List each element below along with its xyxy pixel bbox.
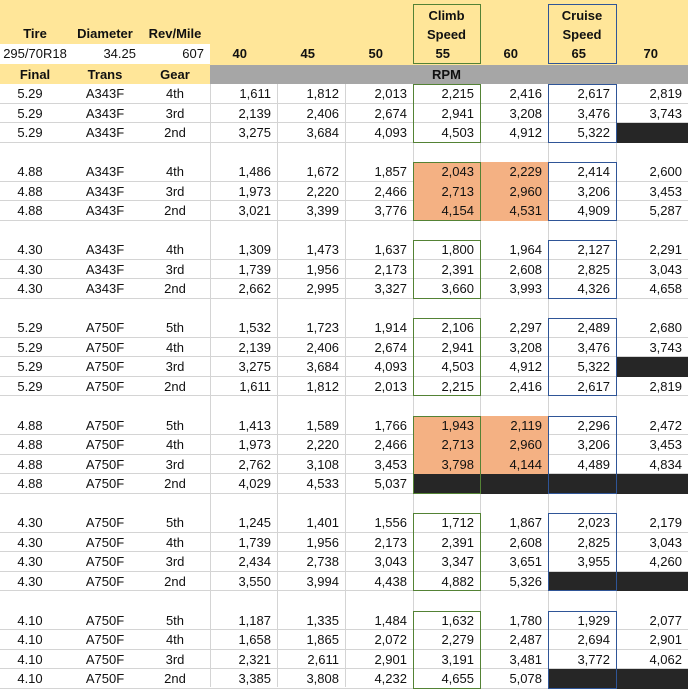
speed-header-70[interactable]: 70 xyxy=(643,46,658,61)
rpm-cell[interactable]: 1,723 xyxy=(306,320,339,335)
gear-cell[interactable]: 2nd xyxy=(164,378,186,394)
gear-cell[interactable]: 5th xyxy=(165,417,185,433)
rpm-cell[interactable]: 2,013 xyxy=(374,378,407,394)
speed-header-55[interactable]: 55 xyxy=(435,46,450,61)
rpm-cell[interactable]: 3,772 xyxy=(577,651,610,667)
rpm-cell[interactable]: 4,093 xyxy=(374,359,407,374)
gear-cell[interactable]: 2nd xyxy=(164,281,186,296)
rpm-cell[interactable]: 2,466 xyxy=(374,183,407,199)
gear-cell[interactable]: 3rd xyxy=(165,359,185,374)
rpm-cell[interactable]: 2,013 xyxy=(374,86,407,101)
rpm-cell[interactable]: 2,713 xyxy=(441,183,474,199)
row-gridline xyxy=(0,532,688,533)
transmission-cell[interactable]: A750F xyxy=(85,456,125,472)
empty-dark-cell xyxy=(616,123,688,143)
rpm-cell[interactable]: 2,617 xyxy=(577,378,610,394)
empty-dark-cell xyxy=(616,474,688,494)
rpm-cell[interactable]: 2,215 xyxy=(441,86,474,101)
row-gridline xyxy=(0,629,688,630)
rpm-cell[interactable]: 2,072 xyxy=(374,632,407,647)
rpm-cell[interactable]: 2,106 xyxy=(441,320,474,335)
rpm-cell[interactable]: 3,481 xyxy=(509,651,542,667)
rpm-cell[interactable]: 2,825 xyxy=(577,534,610,550)
rpm-cell[interactable]: 1,964 xyxy=(509,242,542,257)
rpm-cell[interactable]: 3,743 xyxy=(649,105,682,121)
transmission-cell[interactable]: A343F xyxy=(85,164,125,179)
final-drive-cell[interactable]: 4.30 xyxy=(17,261,43,277)
empty-dark-cell xyxy=(616,572,688,592)
rpm-cell[interactable]: 3,208 xyxy=(509,339,542,355)
rpm-cell[interactable]: 1,611 xyxy=(239,378,271,394)
empty-dark-cell xyxy=(548,474,616,494)
transmission-cell[interactable]: A750F xyxy=(85,534,125,550)
speed-header-50[interactable]: 50 xyxy=(368,46,383,61)
transmission-cell[interactable]: A343F xyxy=(85,281,125,296)
rpm-cell[interactable]: 2,901 xyxy=(649,632,682,647)
rpm-cell[interactable]: 2,291 xyxy=(649,242,682,257)
rpm-cell[interactable]: 1,867 xyxy=(509,515,542,530)
rpm-cell[interactable]: 3,955 xyxy=(577,554,610,569)
tire-value[interactable]: 295/70R18 xyxy=(3,46,67,61)
rpm-cell[interactable]: 2,043 xyxy=(441,164,474,179)
gear-cell[interactable]: 4th xyxy=(165,534,185,550)
row-gridline xyxy=(0,395,688,396)
rpm-cell[interactable]: 3,660 xyxy=(441,281,474,296)
speed-header-65[interactable]: 65 xyxy=(571,46,586,61)
rpm-cell[interactable]: 4,658 xyxy=(649,281,682,296)
diameter-value[interactable]: 34.25 xyxy=(103,46,136,61)
diameter-header[interactable]: Diameter xyxy=(77,26,133,41)
climb-speed-label-1[interactable]: Climb xyxy=(428,8,465,23)
rpm-cell[interactable]: 4,882 xyxy=(441,573,474,589)
final-drive-cell[interactable]: 4.88 xyxy=(17,476,43,491)
rpm-cell[interactable]: 3,776 xyxy=(374,203,407,218)
rpm-cell[interactable]: 5,287 xyxy=(649,203,682,218)
final-drive-cell[interactable]: 4.88 xyxy=(17,164,43,179)
rpm-cell[interactable]: 1,672 xyxy=(306,164,339,179)
rpm-cell[interactable]: 1,865 xyxy=(306,632,339,647)
rpm-cell[interactable]: 2,662 xyxy=(238,281,271,296)
column-gridline xyxy=(548,84,549,687)
rpm-cell[interactable]: 3,798 xyxy=(441,456,474,472)
column-gridline xyxy=(616,84,617,687)
rpm-cell[interactable]: 2,466 xyxy=(374,437,407,452)
rpm-cell[interactable]: 2,220 xyxy=(306,437,339,452)
rpm-cell[interactable]: 2,608 xyxy=(509,261,542,277)
rpm-cell[interactable]: 2,220 xyxy=(306,183,339,199)
climb-speed-label-2[interactable]: Speed xyxy=(426,27,466,42)
rpm-cell[interactable]: 4,062 xyxy=(649,651,682,667)
rpm-cell[interactable]: 3,347 xyxy=(441,554,474,569)
transmission-cell[interactable]: A750F xyxy=(85,632,125,647)
rpm-cell[interactable]: 4,533 xyxy=(306,476,339,491)
row-gridline xyxy=(0,278,688,279)
rpm-cell[interactable]: 2,139 xyxy=(238,105,271,121)
rpm-cell[interactable]: 3,206 xyxy=(577,183,610,199)
rpm-cell[interactable]: 3,994 xyxy=(306,573,339,589)
rpm-cell[interactable]: 3,043 xyxy=(649,534,682,550)
rpm-cell[interactable]: 1,800 xyxy=(441,242,474,257)
rpm-cell[interactable]: 2,229 xyxy=(509,164,542,179)
final-drive-cell[interactable]: 5.29 xyxy=(17,125,43,140)
gear-cell[interactable]: 3rd xyxy=(165,105,185,121)
row-gridline xyxy=(0,122,688,123)
gear-cell[interactable]: 4th xyxy=(165,164,185,179)
column-gridline xyxy=(210,84,211,687)
empty-dark-cell xyxy=(548,669,616,689)
empty-dark-cell xyxy=(413,474,480,494)
rpm-cell[interactable]: 5,322 xyxy=(577,359,610,374)
final-drive-cell[interactable]: 4.10 xyxy=(17,651,43,667)
rpm-cell[interactable]: 2,296 xyxy=(577,417,610,433)
rpm-cell[interactable]: 2,762 xyxy=(238,456,271,472)
rpm-cell[interactable]: 4,232 xyxy=(374,671,407,686)
rpm-cell[interactable]: 1,812 xyxy=(306,86,339,101)
final-drive-cell[interactable]: 4.10 xyxy=(17,612,43,628)
rpm-cell[interactable]: 2,297 xyxy=(509,320,542,335)
rpm-cell[interactable]: 1,658 xyxy=(238,632,271,647)
rpm-cell[interactable]: 4,029 xyxy=(238,476,271,491)
gear-cell[interactable]: 5th xyxy=(165,320,185,335)
rpm-cell[interactable]: 3,043 xyxy=(374,554,407,569)
rpm-cell[interactable]: 4,260 xyxy=(649,554,682,569)
rpm-cell[interactable]: 2,119 xyxy=(510,417,542,433)
transmission-cell[interactable]: A750F xyxy=(85,476,125,491)
rpm-cell[interactable]: 1,956 xyxy=(306,261,339,277)
rpm-cell[interactable]: 2,608 xyxy=(509,534,542,550)
rpm-cell[interactable]: 5,322 xyxy=(577,125,610,140)
rpm-cell[interactable]: 3,206 xyxy=(577,437,610,452)
rpm-cell[interactable]: 2,391 xyxy=(441,534,474,550)
transmission-cell[interactable]: A343F xyxy=(85,183,125,199)
rpm-cell[interactable]: 1,766 xyxy=(374,417,407,433)
rpm-cell[interactable]: 3,743 xyxy=(649,339,682,355)
rpm-cell[interactable]: 2,321 xyxy=(238,651,271,667)
rpm-cell[interactable]: 3,651 xyxy=(509,554,542,569)
rpm-cell[interactable]: 2,738 xyxy=(306,554,339,569)
rpm-cell[interactable]: 3,808 xyxy=(306,671,339,686)
rpm-cell[interactable]: 1,956 xyxy=(306,534,339,550)
rpm-cell[interactable]: 2,414 xyxy=(577,164,610,179)
rpm-cell[interactable]: 4,489 xyxy=(577,456,610,472)
final-drive-cell[interactable]: 5.29 xyxy=(17,378,43,394)
column-gridline xyxy=(480,84,481,687)
speed-header-60[interactable]: 60 xyxy=(503,46,518,61)
row-gridline xyxy=(0,103,688,104)
final-drive-cell[interactable]: 5.29 xyxy=(17,339,43,355)
rpm-cell[interactable]: 2,995 xyxy=(306,281,339,296)
empty-dark-cell xyxy=(616,669,688,689)
gear-cell[interactable]: 2nd xyxy=(164,203,186,218)
rpm-cell[interactable]: 3,191 xyxy=(441,651,474,667)
rpm-cell[interactable]: 2,391 xyxy=(441,261,474,277)
transmission-cell[interactable]: A343F xyxy=(85,105,125,121)
final-drive-cell[interactable]: 4.10 xyxy=(17,632,43,647)
rpm-cell[interactable]: 2,434 xyxy=(238,554,271,569)
row-gridline xyxy=(0,181,688,182)
gear-cell[interactable]: 2nd xyxy=(164,125,186,140)
gear-cell[interactable]: 3rd xyxy=(165,261,185,277)
rpm-cell[interactable]: 1,632 xyxy=(441,612,474,628)
rpm-cell[interactable]: 1,309 xyxy=(238,242,271,257)
rpm-cell[interactable]: 2,960 xyxy=(509,183,542,199)
rpm-cell[interactable]: 2,139 xyxy=(238,339,271,355)
rpm-cell[interactable]: 4,503 xyxy=(441,125,474,140)
gear-cell[interactable]: 3rd xyxy=(165,651,185,667)
row-gridline xyxy=(0,376,688,377)
empty-dark-cell xyxy=(548,572,616,592)
rpm-cell[interactable]: 2,611 xyxy=(307,651,339,667)
empty-dark-cell xyxy=(616,357,688,377)
rpm-cell[interactable]: 2,819 xyxy=(649,378,682,394)
gear-cell[interactable]: 3rd xyxy=(165,554,185,569)
rpm-cell[interactable]: 4,503 xyxy=(441,359,474,374)
transmission-cell[interactable]: A750F xyxy=(85,437,125,452)
rpm-cell[interactable]: 3,327 xyxy=(374,281,407,296)
rpm-cell[interactable]: 4,909 xyxy=(577,203,610,218)
rpm-cell[interactable]: 2,179 xyxy=(649,515,682,530)
rpm-cell[interactable]: 2,416 xyxy=(509,86,542,101)
rpm-cell[interactable]: 1,532 xyxy=(238,320,271,335)
row-gridline xyxy=(0,259,688,260)
rpm-cell[interactable]: 3,275 xyxy=(238,125,271,140)
rpm-cell[interactable]: 2,819 xyxy=(649,86,682,101)
rpm-cell[interactable]: 4,154 xyxy=(441,203,474,218)
rpm-cell[interactable]: 2,901 xyxy=(374,651,407,667)
gear-cell[interactable]: 4th xyxy=(165,437,185,452)
rpm-cell[interactable]: 2,960 xyxy=(509,437,542,452)
rpm-cell[interactable]: 2,173 xyxy=(374,534,407,550)
rpm-cell[interactable]: 3,684 xyxy=(306,125,339,140)
gear-cell[interactable]: 5th xyxy=(165,612,185,628)
transmission-cell[interactable]: A750F xyxy=(85,378,125,394)
rpm-cell[interactable]: 3,550 xyxy=(238,573,271,589)
rpm-cell[interactable]: 1,589 xyxy=(306,417,339,433)
final-header[interactable]: Final xyxy=(19,67,51,82)
rpm-cell[interactable]: 2,489 xyxy=(577,320,610,335)
row-gridline xyxy=(0,454,688,455)
rpm-cell[interactable]: 2,127 xyxy=(577,242,610,257)
rpm-cell[interactable]: 2,617 xyxy=(577,86,610,101)
revmile-header[interactable]: Rev/Mile xyxy=(148,26,202,41)
final-drive-cell[interactable]: 4.88 xyxy=(17,456,43,472)
rpm-cell[interactable]: 2,215 xyxy=(441,378,474,394)
rpm-cell[interactable]: 1,812 xyxy=(306,378,339,394)
row-gridline xyxy=(0,356,688,357)
final-drive-cell[interactable]: 4.88 xyxy=(17,437,43,452)
rpm-cell[interactable]: 3,476 xyxy=(577,105,610,121)
final-drive-cell[interactable]: 5.29 xyxy=(17,320,43,335)
rpm-cell[interactable]: 1,973 xyxy=(238,183,271,199)
rpm-cell[interactable]: 3,043 xyxy=(649,261,682,277)
rpm-cell[interactable]: 2,680 xyxy=(649,320,682,335)
transmission-cell[interactable]: A750F xyxy=(85,554,125,569)
rpm-cell[interactable]: 5,326 xyxy=(509,573,542,589)
gear-cell[interactable]: 3rd xyxy=(165,456,185,472)
rpm-cell[interactable]: 1,712 xyxy=(441,515,474,530)
transmission-cell[interactable]: A343F xyxy=(85,242,125,257)
rpm-cell[interactable]: 2,674 xyxy=(374,105,407,121)
rpm-cell[interactable]: 2,406 xyxy=(306,339,339,355)
row-gridline xyxy=(0,298,688,299)
transmission-cell[interactable]: A750F xyxy=(85,417,125,433)
transmission-cell[interactable]: A750F xyxy=(85,339,125,355)
empty-dark-cell xyxy=(480,474,548,494)
rpm-cell[interactable]: 1,739 xyxy=(238,261,271,277)
rpm-cell[interactable]: 3,993 xyxy=(509,281,542,296)
final-drive-cell[interactable]: 4.30 xyxy=(17,281,43,296)
transmission-cell[interactable]: A750F xyxy=(85,671,125,686)
cruise-speed-label-1[interactable]: Cruise xyxy=(561,8,603,23)
gear-cell[interactable]: 2nd xyxy=(164,573,186,589)
row-gridline xyxy=(0,200,688,201)
cruise-speed-label-2[interactable]: Speed xyxy=(562,27,602,42)
rpm-cell[interactable]: 1,637 xyxy=(374,242,407,257)
rpm-cell[interactable]: 1,611 xyxy=(239,86,271,101)
rpm-cell[interactable]: 3,453 xyxy=(649,183,682,199)
rpm-cell[interactable]: 3,208 xyxy=(509,105,542,121)
rpm-cell[interactable]: 2,406 xyxy=(306,105,339,121)
gear-cell[interactable]: 2nd xyxy=(164,671,186,686)
rpm-header[interactable]: RPM xyxy=(432,67,461,82)
rpm-cell[interactable]: 4,438 xyxy=(374,573,407,589)
gear-header[interactable]: Gear xyxy=(160,67,190,82)
rpm-cell[interactable]: 1,473 xyxy=(306,242,339,257)
rpm-cell[interactable]: 1,929 xyxy=(577,612,610,628)
rpm-cell[interactable]: 1,484 xyxy=(374,612,407,628)
rpm-cell[interactable]: 3,684 xyxy=(306,359,339,374)
transmission-cell[interactable]: A343F xyxy=(85,125,125,140)
rpm-cell[interactable]: 4,093 xyxy=(374,125,407,140)
revmile-value[interactable]: 607 xyxy=(182,46,204,61)
rpm-cell[interactable]: 1,943 xyxy=(441,417,474,433)
final-drive-cell[interactable]: 4.88 xyxy=(17,417,43,433)
final-drive-cell[interactable]: 5.29 xyxy=(17,105,43,121)
transmission-cell[interactable]: A750F xyxy=(85,573,125,589)
rpm-cell[interactable]: 1,335 xyxy=(306,612,339,628)
rpm-cell[interactable]: 3,021 xyxy=(238,203,271,218)
rpm-cell[interactable]: 2,279 xyxy=(441,632,474,647)
rpm-cell[interactable]: 1,187 xyxy=(238,612,271,628)
rpm-cell[interactable]: 1,973 xyxy=(238,437,271,452)
row-gridline xyxy=(0,551,688,552)
gear-cell[interactable]: 5th xyxy=(165,515,185,530)
transmission-cell[interactable]: A343F xyxy=(85,261,125,277)
rpm-cell[interactable]: 3,275 xyxy=(238,359,271,374)
rpm-cell[interactable]: 2,023 xyxy=(577,515,610,530)
column-gridline xyxy=(277,84,278,687)
column-gridline xyxy=(345,84,346,687)
gear-cell[interactable]: 4th xyxy=(165,632,185,647)
final-drive-cell[interactable]: 4.30 xyxy=(17,573,43,589)
rpm-cell[interactable]: 4,531 xyxy=(509,203,542,218)
gear-cell[interactable]: 4th xyxy=(165,86,185,101)
trans-header[interactable]: Trans xyxy=(87,67,123,82)
rpm-cell[interactable]: 2,941 xyxy=(441,105,474,121)
rpm-cell[interactable]: 3,385 xyxy=(238,671,271,686)
rpm-cell[interactable]: 1,486 xyxy=(238,164,271,179)
transmission-cell[interactable]: A750F xyxy=(85,320,125,335)
final-drive-cell[interactable]: 4.30 xyxy=(17,242,43,257)
rpm-cell[interactable]: 2,077 xyxy=(649,612,682,628)
rpm-cell[interactable]: 4,912 xyxy=(509,125,542,140)
speed-header-45[interactable]: 45 xyxy=(300,46,315,61)
rpm-cell[interactable]: 3,453 xyxy=(649,437,682,452)
rpm-cell[interactable]: 2,694 xyxy=(577,632,610,647)
rpm-cell[interactable]: 2,825 xyxy=(577,261,610,277)
tire-header[interactable]: Tire xyxy=(23,26,47,41)
transmission-cell[interactable]: A343F xyxy=(85,86,125,101)
rpm-cell[interactable]: 1,857 xyxy=(374,164,407,179)
rpm-cell[interactable]: 1,413 xyxy=(238,417,271,433)
gear-cell[interactable]: 3rd xyxy=(165,183,185,199)
row-gridline xyxy=(0,649,688,650)
rpm-cell[interactable]: 4,912 xyxy=(509,359,542,374)
rpm-cell[interactable]: 3,399 xyxy=(306,203,339,218)
final-drive-cell[interactable]: 4.30 xyxy=(17,534,43,550)
final-drive-cell[interactable]: 4.88 xyxy=(17,183,43,199)
rpm-cell[interactable]: 1,780 xyxy=(509,612,542,628)
speed-header-40[interactable]: 40 xyxy=(232,46,247,61)
transmission-cell[interactable]: A343F xyxy=(85,203,125,218)
rpm-cell[interactable]: 4,655 xyxy=(441,671,474,686)
transmission-cell[interactable]: A750F xyxy=(85,515,125,530)
final-drive-cell[interactable]: 5.29 xyxy=(17,86,43,101)
final-drive-cell[interactable]: 5.29 xyxy=(17,359,43,374)
rpm-cell[interactable]: 1,739 xyxy=(238,534,271,550)
final-drive-cell[interactable]: 4.88 xyxy=(17,203,43,218)
row-gridline xyxy=(0,142,688,143)
rpm-cell[interactable]: 2,487 xyxy=(509,632,542,647)
column-gridline xyxy=(413,84,414,687)
rpm-cell[interactable]: 1,245 xyxy=(238,515,271,530)
rpm-cell[interactable]: 2,713 xyxy=(441,437,474,452)
transmission-cell[interactable]: A750F xyxy=(85,612,125,628)
rpm-cell[interactable]: 5,078 xyxy=(509,671,542,686)
rpm-cell[interactable]: 4,834 xyxy=(649,456,682,472)
final-drive-cell[interactable]: 4.10 xyxy=(17,671,43,686)
rpm-cell[interactable]: 4,326 xyxy=(577,281,610,296)
rpm-cell[interactable]: 3,453 xyxy=(374,456,407,472)
gear-cell[interactable]: 2nd xyxy=(164,476,186,491)
gear-cell[interactable]: 4th xyxy=(165,242,185,257)
rpm-cell[interactable]: 2,472 xyxy=(649,417,682,433)
final-drive-cell[interactable]: 4.30 xyxy=(17,554,43,569)
final-drive-cell[interactable]: 4.30 xyxy=(17,515,43,530)
transmission-cell[interactable]: A750F xyxy=(85,651,125,667)
row-gridline xyxy=(0,220,688,221)
rpm-cell[interactable]: 4,144 xyxy=(509,456,542,472)
transmission-cell[interactable]: A750F xyxy=(85,359,125,374)
rpm-cell[interactable]: 1,914 xyxy=(374,320,407,335)
rpm-cell[interactable]: 2,941 xyxy=(441,339,474,355)
rpm-cell[interactable]: 2,416 xyxy=(509,378,542,394)
row-gridline xyxy=(0,434,688,435)
rpm-cell[interactable]: 1,556 xyxy=(374,515,407,530)
rpm-cell[interactable]: 3,476 xyxy=(577,339,610,355)
rpm-cell[interactable]: 2,600 xyxy=(649,164,682,179)
row-gridline xyxy=(0,337,688,338)
rpm-cell[interactable]: 2,674 xyxy=(374,339,407,355)
gear-cell[interactable]: 4th xyxy=(165,339,185,355)
rpm-cell[interactable]: 1,401 xyxy=(306,515,339,530)
rpm-cell[interactable]: 3,108 xyxy=(306,456,339,472)
rpm-cell[interactable]: 5,037 xyxy=(374,476,407,491)
rpm-cell[interactable]: 2,173 xyxy=(374,261,407,277)
